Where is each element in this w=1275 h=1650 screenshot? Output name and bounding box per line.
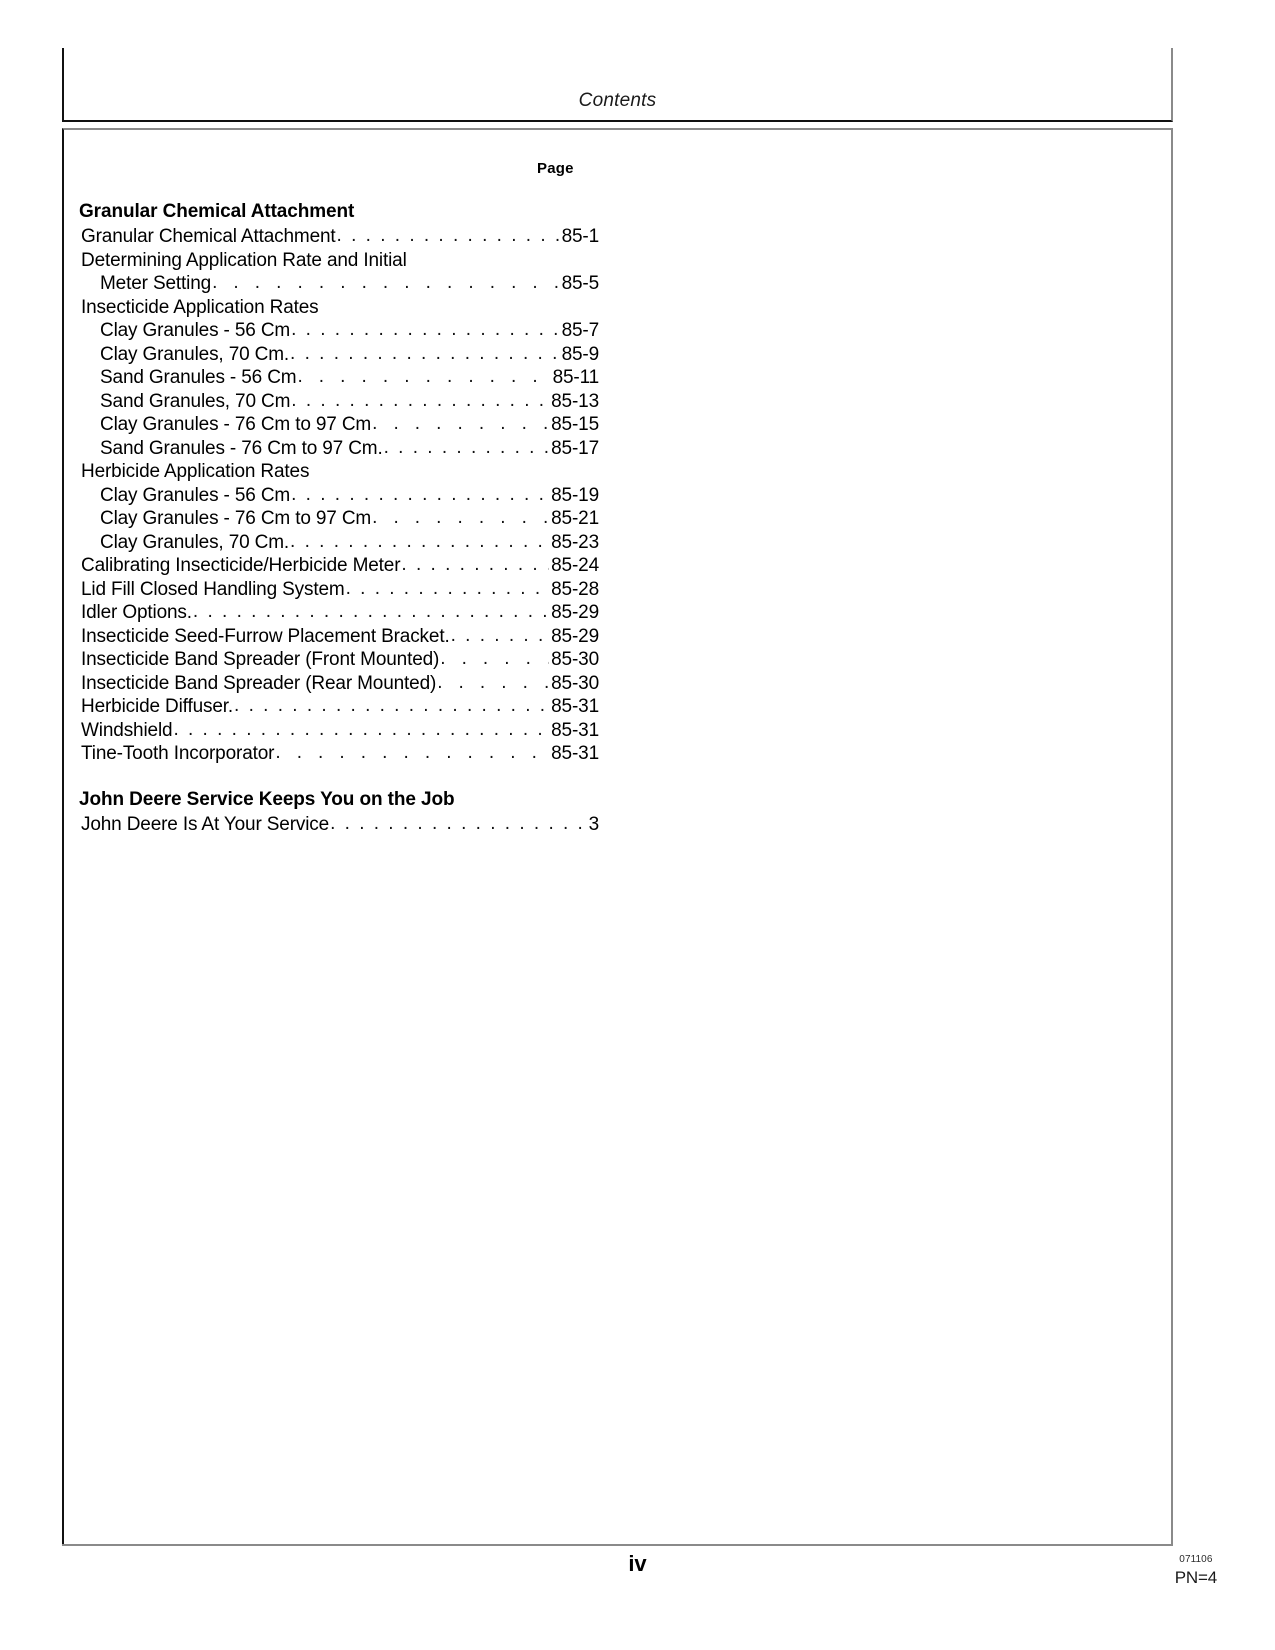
content-frame: [62, 128, 1173, 1546]
toc-dot-leader: [173, 718, 549, 742]
toc-entry-label: Herbicide Diffuser.: [81, 696, 234, 717]
toc-dot-leader: [440, 647, 549, 671]
toc-entry[interactable]: [79, 601, 599, 625]
toc-dot-leader: [451, 624, 550, 648]
running-head-title: Contents: [578, 90, 657, 111]
toc-entry-page-number: 85-17: [551, 437, 599, 459]
toc-entry[interactable]: [79, 366, 599, 390]
toc-entry-page-number: 85-13: [551, 390, 599, 412]
toc-entry[interactable]: [79, 319, 599, 343]
toc-entry[interactable]: [79, 578, 599, 602]
toc-entry[interactable]: [79, 437, 599, 461]
toc-entry[interactable]: [79, 531, 599, 555]
toc-entry[interactable]: [79, 742, 599, 766]
toc-dot-leader: [297, 365, 550, 389]
toc-entry-label: Granular Chemical Attachment: [81, 226, 336, 247]
toc-entry-label: Insecticide Seed-Furrow Placement Bracket.: [81, 625, 450, 647]
toc-entry-page-number: 85-31: [551, 719, 599, 741]
toc-entry-label: Lid Fill Closed Handling System: [81, 578, 345, 600]
toc-entry-page-number: 85-11: [552, 367, 599, 388]
toc-entry-page-number: 85-30: [551, 649, 599, 670]
toc-entry-page-number: 85-19: [551, 484, 599, 506]
page-header-frame: [62, 48, 1173, 122]
toc-entry[interactable]: [79, 719, 599, 743]
toc-entry[interactable]: [79, 648, 599, 672]
toc-dot-leader: [384, 436, 550, 460]
folio-page-number: iv: [628, 1551, 647, 1576]
toc-entry[interactable]: [79, 272, 599, 296]
toc-dot-leader: [291, 483, 549, 507]
toc-entry[interactable]: [79, 413, 599, 437]
toc-entry-label: Windshield: [81, 719, 173, 741]
toc-section-title: John Deere Service Keeps You on the Job: [79, 788, 455, 810]
toc-dot-leader: [193, 600, 549, 624]
toc-dot-leader: [212, 271, 560, 295]
toc-section: [79, 788, 599, 837]
toc-entry-page-number: 85-30: [551, 672, 599, 694]
toc-entry-page-number: 85-31: [551, 743, 599, 764]
toc-entry[interactable]: [79, 484, 599, 508]
toc-entry-page-number: 85-23: [551, 531, 599, 553]
toc-entry[interactable]: [79, 460, 599, 484]
toc-entry-label: Calibrating Insecticide/Herbicide Meter: [81, 555, 401, 576]
toc-section: [79, 200, 599, 766]
toc-entry-label: Clay Granules - 56 Cm: [100, 484, 291, 506]
toc-entry-label: Idler Options.: [81, 602, 192, 623]
toc-entry[interactable]: [79, 554, 599, 578]
toc-entry-label: Meter Setting: [100, 273, 212, 294]
toc-entry-label: Clay Granules, 70 Cm.: [100, 343, 290, 365]
toc-dot-leader: [401, 553, 549, 577]
toc-dot-leader: [290, 342, 560, 366]
toc-entry[interactable]: [79, 225, 599, 249]
toc-dot-leader: [437, 671, 549, 695]
toc-entry[interactable]: [79, 296, 599, 320]
toc-dot-leader: [330, 812, 587, 836]
toc-dot-leader: [290, 530, 549, 554]
toc-entry-page-number: 85-7: [561, 320, 599, 341]
toc-entry-label: Insecticide Band Spreader (Rear Mounted): [81, 672, 437, 694]
toc-entry-label: John Deere Is At Your Service: [81, 813, 330, 835]
toc-entry-page-number: 85-21: [551, 508, 599, 529]
toc-entry-page-number: 85-24: [551, 555, 599, 576]
toc-dot-leader: [372, 412, 549, 436]
toc-entry[interactable]: [79, 390, 599, 414]
toc-entry[interactable]: [79, 625, 599, 649]
footer-divider: [62, 1544, 1173, 1546]
toc-entry-label: Sand Granules - 56 Cm: [100, 367, 297, 388]
toc-entry[interactable]: [79, 813, 599, 837]
toc-entry-label: Insecticide Band Spreader (Front Mounted): [81, 649, 440, 670]
toc-entry[interactable]: [79, 249, 599, 273]
toc-entry-label: Herbicide Application Rates: [81, 461, 310, 482]
toc-entry[interactable]: [79, 343, 599, 367]
toc-entry[interactable]: [79, 672, 599, 696]
toc-dot-leader: [346, 577, 550, 601]
toc-dot-leader: [291, 318, 559, 342]
toc-entry-label: Clay Granules - 56 Cm: [100, 320, 291, 341]
toc-entry-label: Sand Granules - 76 Cm to 97 Cm.: [100, 437, 383, 459]
toc-entry[interactable]: [79, 695, 599, 719]
toc-entry-page-number: 85-1: [561, 226, 599, 247]
toc-section-title: Granular Chemical Attachment: [79, 201, 355, 222]
toc-entry-page-number: 3: [588, 813, 599, 835]
print-date-code: 071106: [1179, 1554, 1213, 1565]
toc-entry-label: Sand Granules, 70 Cm: [100, 390, 291, 412]
toc-dot-leader: [275, 741, 549, 765]
print-code-block: [1175, 1554, 1217, 1589]
toc-entry-page-number: 85-28: [551, 578, 599, 600]
toc-dot-leader: [291, 389, 549, 413]
toc-entry-page-number: 85-9: [561, 343, 599, 365]
toc-dot-leader: [337, 224, 560, 248]
toc-entry-page-number: 85-29: [551, 602, 599, 623]
toc-entry-label: Clay Granules - 76 Cm to 97 Cm: [100, 508, 372, 529]
toc-entry-page-number: 85-31: [551, 696, 599, 717]
toc-entry-page-number: 85-29: [551, 625, 599, 647]
toc-entry-label: Tine-Tooth Incorporator: [81, 743, 275, 764]
toc-dot-leader: [234, 694, 549, 718]
page-column-header: Page: [537, 160, 574, 177]
toc-dot-leader: [372, 506, 549, 530]
toc-entry[interactable]: [79, 507, 599, 531]
toc-entry-page-number: 85-5: [561, 273, 599, 294]
toc-entry-label: Insecticide Application Rates: [81, 296, 319, 318]
part-number-code: PN=4: [1174, 1567, 1217, 1587]
table-of-contents: [79, 200, 599, 836]
toc-entry-page-number: 85-15: [551, 414, 599, 435]
toc-entry-label: Determining Application Rate and Initial: [81, 249, 407, 271]
toc-entry-label: Clay Granules - 76 Cm to 97 Cm: [100, 414, 372, 435]
toc-entry-label: Clay Granules, 70 Cm.: [100, 531, 290, 553]
